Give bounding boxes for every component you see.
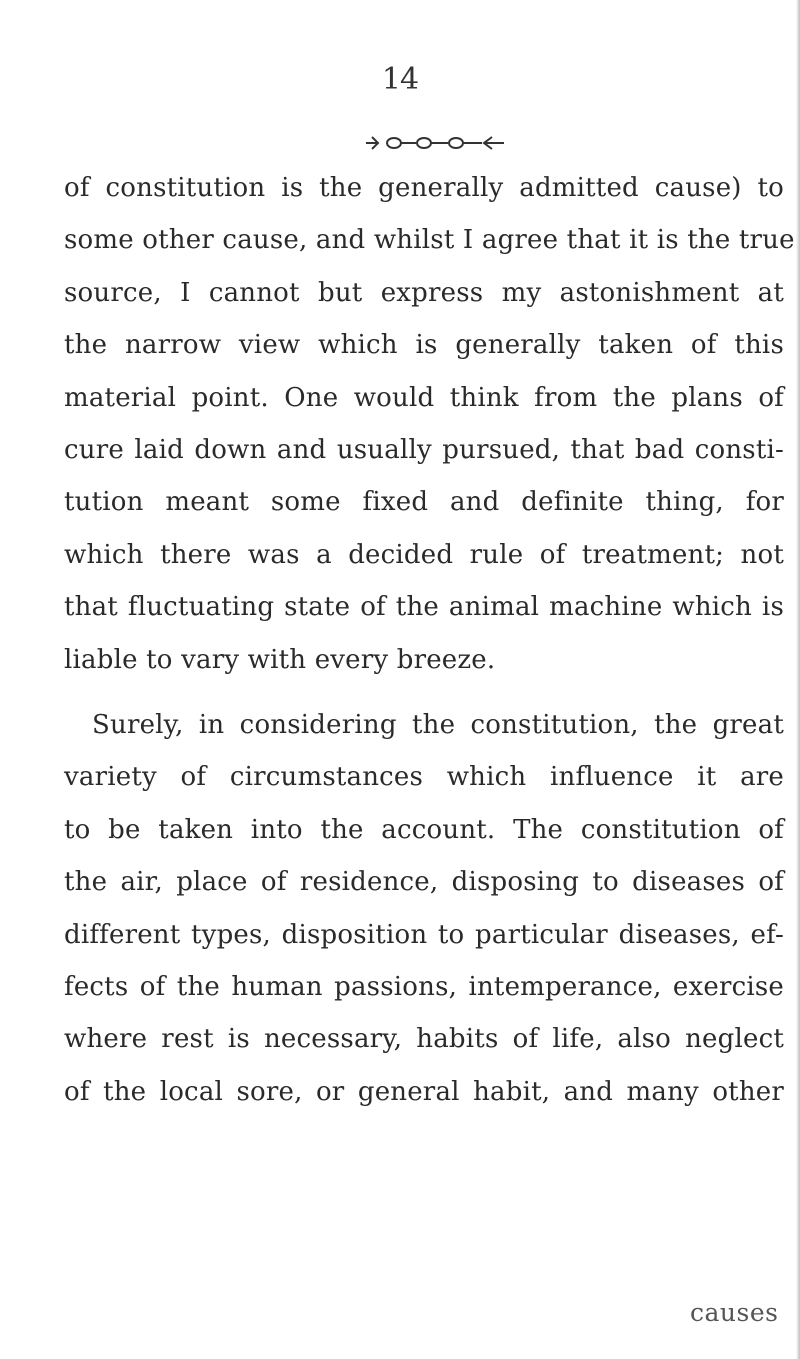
text-line: variety of circumstances which influence it are [64, 762, 784, 793]
text-line: of the local sore, or general habit, and many other [64, 1076, 784, 1107]
text-line: source, I cannot but express my astonishment at [64, 277, 784, 308]
text-line: tution meant some fixed and definite thing, for [64, 487, 784, 518]
paragraph-2 [64, 699, 784, 1118]
text-line: fects of the human passions, intemperance, exercise [64, 972, 784, 1003]
page-number: 14 [381, 62, 419, 97]
text-line: different types, disposition to particular diseases, ef- [64, 919, 784, 950]
text-line: some other cause, and whilst I agree that it is the true [64, 225, 795, 256]
text-line: which there was a decided rule of treatment; not [64, 539, 784, 570]
text-line: the narrow view which is generally taken of this [64, 330, 784, 361]
text-line: cure laid down and usually pursued, that bad consti- [64, 435, 784, 466]
text-line: where rest is necessary, habits of life, also neglect [64, 1024, 784, 1055]
catchword: causes [690, 1298, 779, 1327]
text-line: the air, place of residence, disposing to diseases of [64, 867, 784, 898]
text-line: Surely, in considering the constitution, the great [92, 710, 784, 740]
text-line: of constitution is the generally admitted cause) to [64, 173, 784, 203]
text-line: to be taken into the account. The constitution of [64, 814, 784, 845]
text-line: liable to vary with every breeze. [64, 644, 496, 675]
page-edge-shadow [796, 0, 800, 1359]
decorative-rule-ornament [364, 132, 514, 154]
text-line: that fluctuating state of the animal machine which is [64, 592, 784, 623]
text-line: material point. One would think from the plans of [64, 382, 784, 413]
paragraph-1 [64, 162, 795, 686]
